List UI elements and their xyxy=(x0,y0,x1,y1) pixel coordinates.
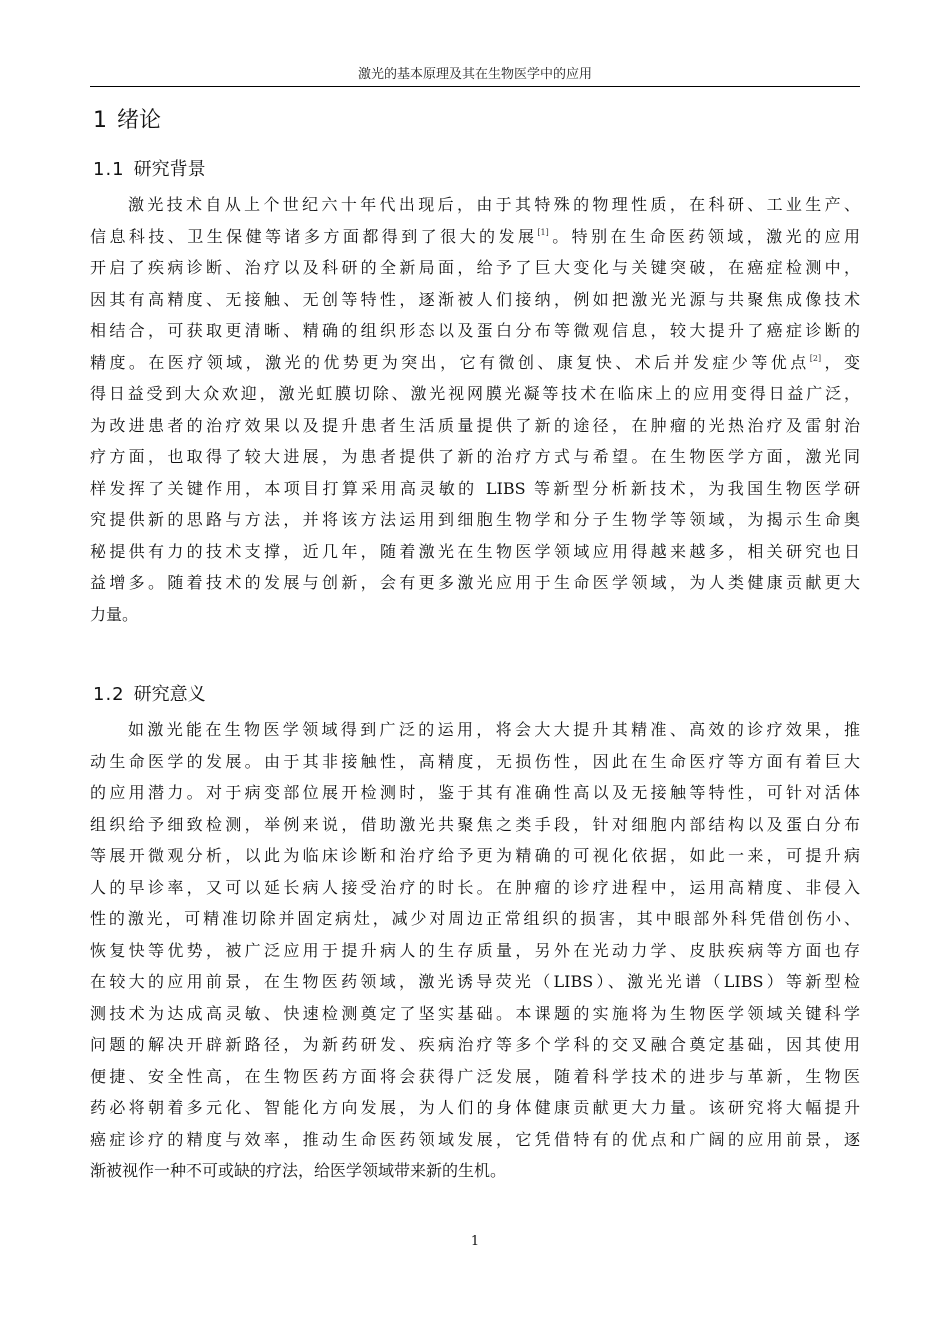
text-line xyxy=(90,809,860,841)
text-line xyxy=(90,1029,860,1061)
text-line xyxy=(90,536,860,568)
citation-marker: [1] xyxy=(537,227,549,237)
text-line xyxy=(90,746,860,778)
text-run: 激光技术自从上个世纪六十年代出现后，由于其特殊的物理性质，在科研、工业生产、 xyxy=(128,195,860,214)
text-run: 究提供新的思路与方法，并将该方法运用到细胞生物学和分子生物学等领域，为揭示生命奥 xyxy=(90,510,860,529)
text-run: 测技术为达成高灵敏、快速检测奠定了坚实基础。本课题的实施将为生物医学领域关键科学 xyxy=(90,1003,860,1023)
text-line xyxy=(90,1124,860,1156)
page-number: 1 xyxy=(470,1234,480,1249)
text-run: 性的激光，可精准切除并固定病灶，减少对周边正常组织的损害，其中眼部外科凭借创伤小、 xyxy=(90,909,860,928)
citation-marker: [2] xyxy=(809,353,822,363)
text-line xyxy=(90,410,860,442)
header-rule xyxy=(90,86,860,87)
text-run: 相结合，可获取更清晰、精确的组织形态以及蛋白分布等微观信息，较大提升了癌症诊断的 xyxy=(90,321,860,340)
section-number: 1.2 xyxy=(93,684,125,705)
text-line xyxy=(90,998,860,1030)
text-line xyxy=(90,1061,860,1093)
paragraph-background xyxy=(90,189,860,630)
text-run: 如激光能在生物医学领域得到广泛的运用，将会大大提升其精准、高效的诊疗效果，推 xyxy=(128,720,860,739)
text-run: 等展开微观分析，以此为临床诊断和治疗给予更为精确的可视化依据，如此一来，可提升病 xyxy=(90,846,860,865)
text-run: 得日益受到大众欢迎，激光虹膜切除、激光视网膜光凝等技术在临床上的应用变得日益广泛， xyxy=(90,384,860,403)
text-line xyxy=(90,1155,860,1187)
text-run: 因其有高精度、无接触、无创等特性，逐渐被人们接纳，例如把激光光源与共聚焦成像技术 xyxy=(90,289,860,309)
text-run: 。特别在生命医药领域，激光的应用 xyxy=(548,226,860,246)
text-line xyxy=(90,473,860,505)
text-run: 药必将朝着多元化、智能化方向发展，为人们的身体健康贡献更大力量。该研究将大幅提升 xyxy=(90,1098,860,1117)
text-run: 样发挥了关键作用，本项目打算采用高灵敏的 LIBS 等新型分析新技术，为我国生物医学研 xyxy=(90,478,860,498)
text-run: 人的早诊率，又可以延长病人接受治疗的时长。在肿瘤的诊疗进程中，运用高精度、非侵入 xyxy=(90,877,860,897)
section-title-background xyxy=(93,157,206,183)
text-run: 问题的解决开辟新路径，为新药研发、疾病治疗等多个学科的交叉融合奠定基础，因其使用 xyxy=(90,1035,860,1054)
text-line xyxy=(90,903,860,935)
paragraph-significance xyxy=(90,714,860,1187)
text-run: 精度。在医疗领域，激光的优势更为突出，它有微创、康复快、术后并发症少等优点 xyxy=(90,352,810,372)
section-title-text: 研究背景 xyxy=(133,159,206,180)
text-run: 的应用潜力。对于病变部位展开检测时，鉴于其有准确性高以及无接触等特性，可针对活体 xyxy=(90,783,860,802)
text-run: 力量。 xyxy=(90,604,139,624)
text-run: 恢复快等优势，被广泛应用于提升病人的生存质量，另外在光动力学、皮肤疾病等方面也存 xyxy=(90,940,860,960)
text-run: ，变 xyxy=(821,352,860,372)
text-run: 为改进患者的治疗效果以及提升患者生活质量提供了新的途径，在肿瘤的光热治疗及雷射治 xyxy=(90,415,860,435)
text-line xyxy=(90,714,860,746)
section-title-text: 研究意义 xyxy=(133,684,206,705)
section-title-significance xyxy=(93,682,206,708)
text-run: 信息科技、卫生保健等诸多方面都得到了很大的发展 xyxy=(90,226,538,246)
text-run: 疗方面，也取得了较大进展，为患者提供了新的治疗方式与希望。在生物医学方面，激光同 xyxy=(90,447,860,466)
text-line xyxy=(90,284,860,316)
running-header: 激光的基本原理及其在生物医学中的应用 xyxy=(357,67,592,82)
text-line xyxy=(90,935,860,967)
text-run: 益增多。随着技术的发展与创新，会有更多激光应用于生命医学领域，为人类健康贡献更大 xyxy=(90,573,860,592)
text-line xyxy=(90,347,860,379)
text-line xyxy=(90,315,860,347)
text-run: 癌症诊疗的精度与效率，推动生命医药领域发展，它凭借特有的优点和广阔的应用前景，逐 xyxy=(90,1129,860,1149)
text-run: 组织给予细致检测，举例来说，借助激光共聚焦之类手段，针对细胞内部结构以及蛋白分布 xyxy=(90,814,860,834)
chapter-title-text: 绪论 xyxy=(117,108,162,133)
text-line xyxy=(90,777,860,809)
chapter-number: 1 xyxy=(93,108,107,133)
chapter-title xyxy=(93,106,161,136)
text-line xyxy=(90,441,860,473)
text-line xyxy=(90,599,860,631)
text-run: 在较大的应用前景，在生物医药领域，激光诱导荧光（LIBS）、激光光谱（LIBS）等新型检 xyxy=(90,972,860,991)
text-line xyxy=(90,966,860,998)
section-number: 1.1 xyxy=(93,159,125,180)
text-line xyxy=(90,221,860,253)
text-line xyxy=(90,504,860,536)
text-line xyxy=(90,252,860,284)
text-run: 便捷、安全性高，在生物医药方面将会获得广泛发展，随着科学技术的进步与革新，生物医 xyxy=(90,1066,860,1086)
text-run: 开启了疾病诊断、治疗以及科研的全新局面，给予了巨大变化与关键突破，在癌症检测中， xyxy=(90,258,860,277)
text-line xyxy=(90,1092,860,1124)
text-line xyxy=(90,840,860,872)
text-run: 渐被视作一种不可或缺的疗法，给医学领域带来新的生机。 xyxy=(90,1161,507,1180)
text-line xyxy=(90,378,860,410)
text-line xyxy=(90,189,860,221)
text-run: 动生命医学的发展。由于其非接触性，高精度，无损伤性，因此在生命医疗等方面有着巨大 xyxy=(90,751,860,771)
text-run: 秘提供有力的技术支撑，近几年，随着激光在生物医学领域应用得越来越多，相关研究也日 xyxy=(90,541,860,561)
text-line xyxy=(90,567,860,599)
text-line xyxy=(90,872,860,904)
